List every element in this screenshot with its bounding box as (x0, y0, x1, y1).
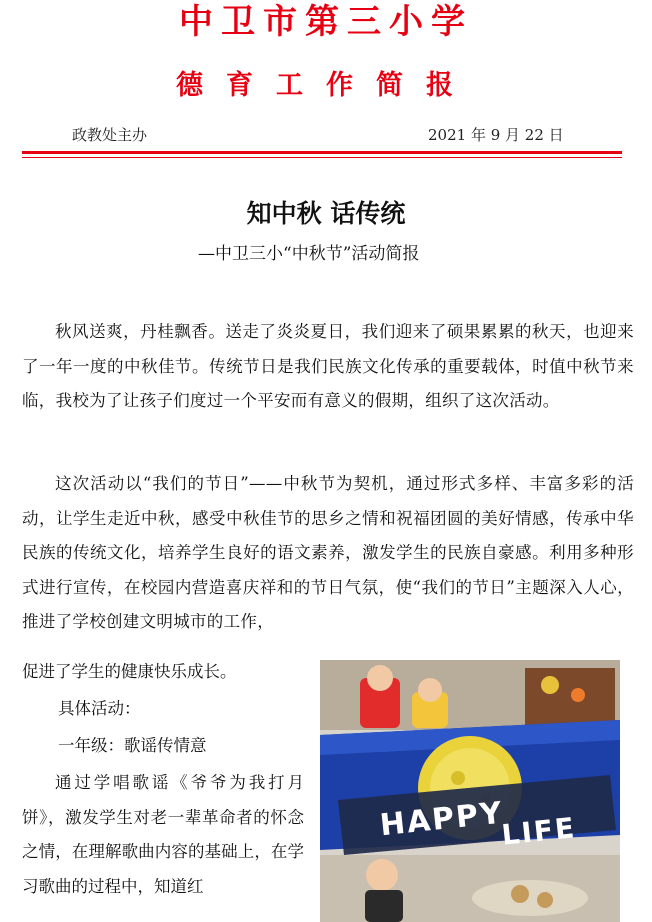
header-rule-thin (22, 157, 622, 158)
article-subtitle: —中卫三小“中秋节”活动简报 (198, 244, 420, 264)
grade1-title: 一年级：歌谣传情意 (58, 736, 207, 755)
organizer-label: 政教处主办 (72, 126, 148, 144)
paragraph-theme-end: 促进了学生的健康快乐成长。 (22, 662, 237, 681)
paragraph-theme: 这次活动以“我们的节日”——中秋节为契机，通过形式多样、丰富多彩的活动，让学生走近中秋，感受中秋佳节的思乡之情和祝福团圆的美好情感，传承中华民族的传统文化，培养学生良好的语文素养，激发学生的民族自豪感。利用多种形式进行宣传，在校园内营造喜庆祥和的节日气氛，使“我们的节日”主题深入人心，推进了学校创建文明城市的工作， (22, 474, 634, 631)
header-rule-thick (22, 151, 622, 154)
grade1-text: 通过学唱歌谣《爷爷为我打月饼》，激发学生对老一辈革命者的怀念之情，在理解歌曲内容的基础上，在学习歌曲的过程中，知道红 (22, 773, 304, 896)
issue-date: 2021 年 9 月 22 日 (428, 126, 564, 144)
photo-banner-life: LIFE (500, 811, 578, 852)
activity-photo-collage (320, 660, 620, 922)
photo-banner-happy: HAPPY (378, 795, 506, 844)
activity-photo (320, 660, 620, 922)
activities-label: 具体活动： (58, 699, 141, 718)
bulletin-title: 德育工作简报 (176, 70, 476, 101)
paragraph-intro: 秋风送爽，丹桂飘香。送走了炎炎夏日，我们迎来了硕果累累的秋天，也迎来了一年一度的中秋佳节。传统节日是我们民族文化传承的重要载体，时值中秋节来临，我校为了让孩子们度过一个平安而有意义的假期，组织了这次活动。 (22, 322, 634, 410)
school-title: 中卫市第三小学 (179, 2, 473, 42)
article-title: 知中秋 话传统 (246, 199, 406, 228)
